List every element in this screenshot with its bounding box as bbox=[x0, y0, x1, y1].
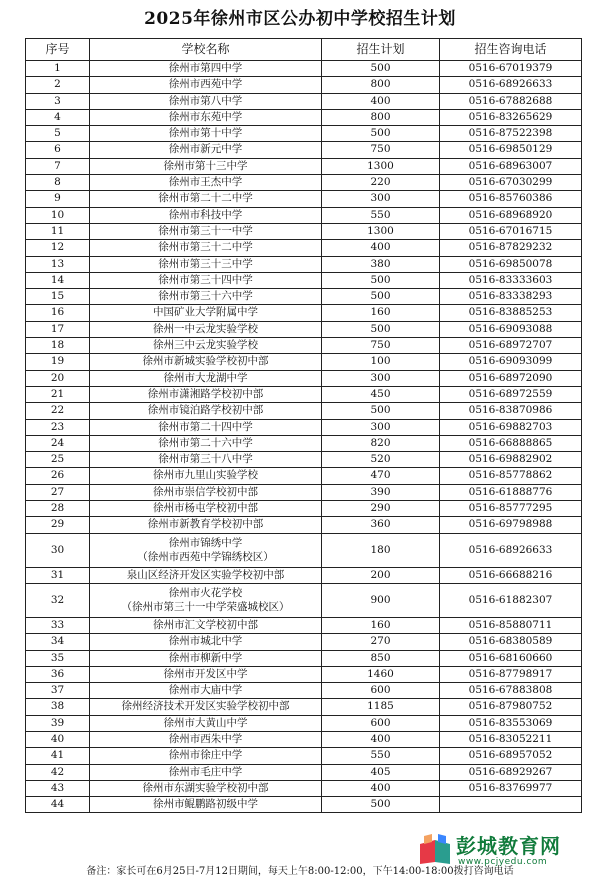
row-phone: 0516-83052211 bbox=[440, 731, 582, 747]
school-name: 徐州市第三十六中学 bbox=[158, 290, 253, 303]
row-plan: 300 bbox=[322, 191, 440, 207]
table-row bbox=[26, 634, 582, 650]
table-row bbox=[26, 650, 582, 666]
row-no: 8 bbox=[26, 175, 90, 191]
row-no: 42 bbox=[26, 764, 90, 780]
school-name: 徐州市锦绣中学 bbox=[168, 537, 243, 550]
row-plan: 270 bbox=[322, 634, 440, 650]
row-no: 6 bbox=[26, 142, 90, 158]
page-title: 2025年徐州市区公办初中学校招生计划 bbox=[144, 9, 456, 29]
row-school bbox=[90, 289, 322, 305]
table-row bbox=[26, 683, 582, 699]
row-school bbox=[90, 780, 322, 796]
row-plan: 400 bbox=[322, 240, 440, 256]
row-school bbox=[90, 158, 322, 174]
school-name: 徐州市新教育学校初中部 bbox=[147, 518, 264, 531]
row-no: 9 bbox=[26, 191, 90, 207]
row-school bbox=[90, 354, 322, 370]
row-no: 25 bbox=[26, 452, 90, 468]
school-name: 徐州市第十中学 bbox=[168, 127, 243, 140]
row-phone: 0516-83333603 bbox=[440, 272, 582, 288]
school-name: 徐州市大黄山中学 bbox=[163, 716, 248, 729]
row-plan: 820 bbox=[322, 435, 440, 451]
row-school bbox=[90, 517, 322, 533]
row-school bbox=[90, 419, 322, 435]
row-no: 27 bbox=[26, 484, 90, 500]
row-no: 40 bbox=[26, 731, 90, 747]
school-name: 徐州市大龙湖中学 bbox=[163, 371, 248, 384]
row-no: 3 bbox=[26, 93, 90, 109]
row-phone: 0516-68926633 bbox=[440, 533, 582, 567]
school-name: 徐州市开发区中学 bbox=[163, 667, 248, 680]
school-name: 徐州市第八中学 bbox=[168, 94, 243, 107]
school-name: 徐州市火花学校 bbox=[168, 587, 243, 600]
row-no: 7 bbox=[26, 158, 90, 174]
row-phone: 0516-69882902 bbox=[440, 452, 582, 468]
table-row bbox=[26, 109, 582, 125]
table-row bbox=[26, 256, 582, 272]
row-phone: 0516-68926633 bbox=[440, 77, 582, 93]
row-plan: 400 bbox=[322, 731, 440, 747]
row-phone: 0516-85760386 bbox=[440, 191, 582, 207]
row-school bbox=[90, 683, 322, 699]
table-row bbox=[26, 583, 582, 617]
header-plan: 招生计划 bbox=[322, 39, 440, 61]
row-school bbox=[90, 126, 322, 142]
school-campus: （徐州市第三十一中学荣盛城校区） bbox=[121, 601, 290, 614]
row-phone: 0516-68968920 bbox=[440, 207, 582, 223]
row-phone: 0516-61882307 bbox=[440, 583, 582, 617]
row-plan: 500 bbox=[322, 126, 440, 142]
table-row bbox=[26, 484, 582, 500]
row-no: 19 bbox=[26, 354, 90, 370]
table-row bbox=[26, 419, 582, 435]
row-school bbox=[90, 634, 322, 650]
school-name: 徐州市柳新中学 bbox=[168, 651, 243, 664]
site-watermark bbox=[418, 830, 594, 878]
row-phone: 0516-68380589 bbox=[440, 634, 582, 650]
row-school bbox=[90, 142, 322, 158]
row-plan: 1185 bbox=[322, 699, 440, 715]
row-phone: 0516-85880711 bbox=[440, 617, 582, 633]
row-plan: 200 bbox=[322, 567, 440, 583]
school-name: 徐州市王杰中学 bbox=[168, 176, 243, 189]
table-row bbox=[26, 731, 582, 747]
row-school bbox=[90, 715, 322, 731]
school-name: 徐州市第十三中学 bbox=[163, 159, 248, 172]
row-plan: 470 bbox=[322, 468, 440, 484]
school-name: 徐州市新城实验学校初中部 bbox=[142, 355, 269, 368]
row-school bbox=[90, 468, 322, 484]
school-name: 徐州市第二十二中学 bbox=[158, 192, 253, 205]
row-phone: 0516-69093088 bbox=[440, 321, 582, 337]
row-no: 29 bbox=[26, 517, 90, 533]
row-phone: 0516-67019379 bbox=[440, 61, 582, 77]
row-phone bbox=[440, 797, 582, 813]
row-phone: 0516-67016715 bbox=[440, 223, 582, 239]
table-row bbox=[26, 403, 582, 419]
table-header-row bbox=[26, 39, 582, 61]
row-school bbox=[90, 533, 322, 567]
row-school bbox=[90, 764, 322, 780]
row-plan: 160 bbox=[322, 305, 440, 321]
row-no: 12 bbox=[26, 240, 90, 256]
header-phone: 招生咨询电话 bbox=[440, 39, 582, 61]
row-school bbox=[90, 321, 322, 337]
table-row bbox=[26, 338, 582, 354]
table-row bbox=[26, 748, 582, 764]
row-school bbox=[90, 748, 322, 764]
row-plan: 180 bbox=[322, 533, 440, 567]
row-phone: 0516-69093099 bbox=[440, 354, 582, 370]
row-no: 34 bbox=[26, 634, 90, 650]
row-no: 31 bbox=[26, 567, 90, 583]
row-plan: 500 bbox=[322, 321, 440, 337]
row-school bbox=[90, 93, 322, 109]
table-row bbox=[26, 175, 582, 191]
row-plan: 1300 bbox=[322, 223, 440, 239]
row-phone: 0516-85778862 bbox=[440, 468, 582, 484]
row-no: 17 bbox=[26, 321, 90, 337]
table-row bbox=[26, 370, 582, 386]
row-phone: 0516-83885253 bbox=[440, 305, 582, 321]
school-name: 徐州市第三十三中学 bbox=[158, 257, 253, 270]
row-no: 21 bbox=[26, 386, 90, 402]
row-plan: 360 bbox=[322, 517, 440, 533]
table-row bbox=[26, 468, 582, 484]
school-name: 徐州市九里山实验学校 bbox=[153, 469, 258, 482]
table-row bbox=[26, 93, 582, 109]
table-row bbox=[26, 305, 582, 321]
row-phone: 0516-68972559 bbox=[440, 386, 582, 402]
row-phone: 0516-87798917 bbox=[440, 666, 582, 682]
row-school bbox=[90, 191, 322, 207]
row-school bbox=[90, 109, 322, 125]
row-phone: 0516-67030299 bbox=[440, 175, 582, 191]
row-plan: 405 bbox=[322, 764, 440, 780]
row-plan: 380 bbox=[322, 256, 440, 272]
row-school bbox=[90, 617, 322, 633]
school-name: 徐州市汇文学校初中部 bbox=[153, 618, 258, 631]
row-no: 35 bbox=[26, 650, 90, 666]
row-school bbox=[90, 731, 322, 747]
row-no: 22 bbox=[26, 403, 90, 419]
table-row bbox=[26, 223, 582, 239]
row-plan: 500 bbox=[322, 61, 440, 77]
row-phone: 0516-87980752 bbox=[440, 699, 582, 715]
row-plan: 520 bbox=[322, 452, 440, 468]
table-row bbox=[26, 567, 582, 583]
row-phone: 0516-67882688 bbox=[440, 93, 582, 109]
row-phone: 0516-69798988 bbox=[440, 517, 582, 533]
row-plan: 300 bbox=[322, 370, 440, 386]
row-phone: 0516-68963007 bbox=[440, 158, 582, 174]
row-no: 38 bbox=[26, 699, 90, 715]
row-plan: 1300 bbox=[322, 158, 440, 174]
row-no: 26 bbox=[26, 468, 90, 484]
school-name: 徐州三中云龙实验学校 bbox=[153, 339, 258, 352]
row-phone: 0516-83338293 bbox=[440, 289, 582, 305]
row-plan: 300 bbox=[322, 419, 440, 435]
row-plan: 400 bbox=[322, 780, 440, 796]
row-phone: 0516-68957052 bbox=[440, 748, 582, 764]
school-name: 徐州经济技术开发区实验学校初中部 bbox=[121, 700, 290, 713]
row-school bbox=[90, 501, 322, 517]
row-phone: 0516-68972707 bbox=[440, 338, 582, 354]
row-phone: 0516-87829232 bbox=[440, 240, 582, 256]
row-plan: 800 bbox=[322, 77, 440, 93]
school-name: 徐州市徐庄中学 bbox=[168, 749, 243, 762]
row-school bbox=[90, 484, 322, 500]
row-phone: 0516-66888865 bbox=[440, 435, 582, 451]
row-plan: 750 bbox=[322, 338, 440, 354]
table-row bbox=[26, 126, 582, 142]
row-no: 33 bbox=[26, 617, 90, 633]
row-no: 24 bbox=[26, 435, 90, 451]
enrollment-plan-table bbox=[25, 38, 582, 813]
row-plan: 400 bbox=[322, 93, 440, 109]
row-phone: 0516-69850078 bbox=[440, 256, 582, 272]
footnote: 备注：家长可在6月25日-7月12日期间，每天上午8:00-12:00，下午14:00-18:00拨打咨询电话 bbox=[86, 866, 514, 877]
row-school bbox=[90, 699, 322, 715]
watermark-url: www.pcjyedu.com bbox=[458, 857, 548, 867]
row-school bbox=[90, 207, 322, 223]
row-school bbox=[90, 223, 322, 239]
school-name: 徐州市第三十四中学 bbox=[158, 273, 253, 286]
row-no: 43 bbox=[26, 780, 90, 796]
row-plan: 500 bbox=[322, 403, 440, 419]
row-school bbox=[90, 797, 322, 813]
row-school bbox=[90, 256, 322, 272]
row-no: 41 bbox=[26, 748, 90, 764]
row-no: 30 bbox=[26, 533, 90, 567]
table-row bbox=[26, 158, 582, 174]
school-name: 徐州市城北中学 bbox=[168, 635, 243, 648]
row-phone: 0516-83265629 bbox=[440, 109, 582, 125]
row-no: 11 bbox=[26, 223, 90, 239]
school-name: 徐州市第四中学 bbox=[168, 62, 243, 74]
row-phone: 0516-85777295 bbox=[440, 501, 582, 517]
table-row bbox=[26, 142, 582, 158]
table-row bbox=[26, 699, 582, 715]
row-school bbox=[90, 305, 322, 321]
school-name: 徐州市科技中学 bbox=[168, 208, 243, 221]
row-plan: 800 bbox=[322, 109, 440, 125]
row-plan: 900 bbox=[322, 583, 440, 617]
row-school bbox=[90, 240, 322, 256]
table-row bbox=[26, 517, 582, 533]
row-phone: 0516-69850129 bbox=[440, 142, 582, 158]
row-phone: 0516-66688216 bbox=[440, 567, 582, 583]
table-row bbox=[26, 452, 582, 468]
row-plan: 220 bbox=[322, 175, 440, 191]
school-name: 中国矿业大学附属中学 bbox=[153, 306, 258, 319]
row-plan: 390 bbox=[322, 484, 440, 500]
table-row bbox=[26, 77, 582, 93]
row-plan: 450 bbox=[322, 386, 440, 402]
row-plan: 600 bbox=[322, 683, 440, 699]
row-no: 39 bbox=[26, 715, 90, 731]
table-row bbox=[26, 191, 582, 207]
school-name: 徐州市第三十一中学 bbox=[158, 224, 253, 237]
row-phone: 0516-87522398 bbox=[440, 126, 582, 142]
school-name: 徐州市毛庄中学 bbox=[168, 765, 243, 778]
table-row bbox=[26, 386, 582, 402]
row-school bbox=[90, 567, 322, 583]
row-school bbox=[90, 338, 322, 354]
table-row bbox=[26, 240, 582, 256]
row-no: 13 bbox=[26, 256, 90, 272]
row-plan: 500 bbox=[322, 797, 440, 813]
row-phone: 0516-83553069 bbox=[440, 715, 582, 731]
row-plan: 500 bbox=[322, 289, 440, 305]
row-plan: 100 bbox=[322, 354, 440, 370]
header-no: 序号 bbox=[26, 39, 90, 61]
row-plan: 500 bbox=[322, 272, 440, 288]
school-name: 泉山区经济开发区实验学校初中部 bbox=[126, 568, 285, 581]
row-no: 4 bbox=[26, 109, 90, 125]
school-name: 徐州市鲲鹏路初级中学 bbox=[153, 798, 258, 811]
row-plan: 600 bbox=[322, 715, 440, 731]
school-name: 徐州市西苑中学 bbox=[168, 78, 243, 91]
row-plan: 850 bbox=[322, 650, 440, 666]
table-row bbox=[26, 764, 582, 780]
row-phone: 0516-68160660 bbox=[440, 650, 582, 666]
table-row bbox=[26, 289, 582, 305]
school-name: 徐州市崇信学校初中部 bbox=[153, 485, 258, 498]
table-row bbox=[26, 435, 582, 451]
table-row bbox=[26, 780, 582, 796]
row-school bbox=[90, 61, 322, 77]
row-school bbox=[90, 666, 322, 682]
row-no: 36 bbox=[26, 666, 90, 682]
row-plan: 550 bbox=[322, 748, 440, 764]
row-no: 16 bbox=[26, 305, 90, 321]
table-row bbox=[26, 272, 582, 288]
row-school bbox=[90, 452, 322, 468]
row-phone: 0516-61888776 bbox=[440, 484, 582, 500]
row-phone: 0516-68972090 bbox=[440, 370, 582, 386]
school-name: 徐州市东湖实验学校初中部 bbox=[142, 781, 269, 794]
table-row bbox=[26, 501, 582, 517]
school-name: 徐州市西朱中学 bbox=[168, 732, 243, 745]
row-no: 28 bbox=[26, 501, 90, 517]
header-school: 学校名称 bbox=[90, 39, 322, 61]
row-phone: 0516-83870986 bbox=[440, 403, 582, 419]
school-name: 徐州市第三十二中学 bbox=[158, 241, 253, 254]
row-school bbox=[90, 370, 322, 386]
row-phone: 0516-69882703 bbox=[440, 419, 582, 435]
row-school bbox=[90, 386, 322, 402]
school-name: 徐州市新元中学 bbox=[168, 143, 243, 156]
school-name: 徐州市大庙中学 bbox=[168, 684, 243, 697]
row-no: 20 bbox=[26, 370, 90, 386]
school-campus: （徐州市西苑中学锦绣校区） bbox=[137, 551, 274, 564]
row-phone: 0516-83769977 bbox=[440, 780, 582, 796]
row-no: 1 bbox=[26, 61, 90, 77]
row-school bbox=[90, 435, 322, 451]
school-name: 徐州市东苑中学 bbox=[168, 110, 243, 123]
row-phone: 0516-68929267 bbox=[440, 764, 582, 780]
table-row bbox=[26, 61, 582, 77]
school-name: 徐州市潇湘路学校初中部 bbox=[147, 387, 264, 400]
school-name: 徐州市镜泊路学校初中部 bbox=[147, 404, 264, 417]
table-row bbox=[26, 207, 582, 223]
table-row bbox=[26, 533, 582, 567]
row-school bbox=[90, 403, 322, 419]
school-name: 徐州市第二十六中学 bbox=[158, 436, 253, 449]
school-name: 徐州市第二十四中学 bbox=[158, 420, 253, 433]
row-no: 37 bbox=[26, 683, 90, 699]
row-no: 44 bbox=[26, 797, 90, 813]
row-school bbox=[90, 272, 322, 288]
row-plan: 550 bbox=[322, 207, 440, 223]
table-row bbox=[26, 321, 582, 337]
school-name: 徐州一中云龙实验学校 bbox=[153, 322, 258, 335]
table-row bbox=[26, 354, 582, 370]
table-row bbox=[26, 617, 582, 633]
row-no: 2 bbox=[26, 77, 90, 93]
row-no: 18 bbox=[26, 338, 90, 354]
table-row bbox=[26, 797, 582, 813]
row-school bbox=[90, 77, 322, 93]
row-no: 10 bbox=[26, 207, 90, 223]
row-no: 23 bbox=[26, 419, 90, 435]
row-plan: 160 bbox=[322, 617, 440, 633]
row-plan: 750 bbox=[322, 142, 440, 158]
row-school bbox=[90, 583, 322, 617]
row-no: 14 bbox=[26, 272, 90, 288]
row-no: 32 bbox=[26, 583, 90, 617]
table-row bbox=[26, 715, 582, 731]
row-phone: 0516-67883808 bbox=[440, 683, 582, 699]
row-school bbox=[90, 175, 322, 191]
table-row bbox=[26, 666, 582, 682]
row-school bbox=[90, 650, 322, 666]
row-plan: 1460 bbox=[322, 666, 440, 682]
book-logo-icon bbox=[418, 832, 452, 866]
school-name: 徐州市第三十八中学 bbox=[158, 453, 253, 466]
row-plan: 290 bbox=[322, 501, 440, 517]
row-no: 15 bbox=[26, 289, 90, 305]
row-no: 5 bbox=[26, 126, 90, 142]
watermark-name: 彭城教育网 bbox=[456, 834, 561, 858]
school-name: 徐州市杨屯学校初中部 bbox=[153, 502, 258, 515]
